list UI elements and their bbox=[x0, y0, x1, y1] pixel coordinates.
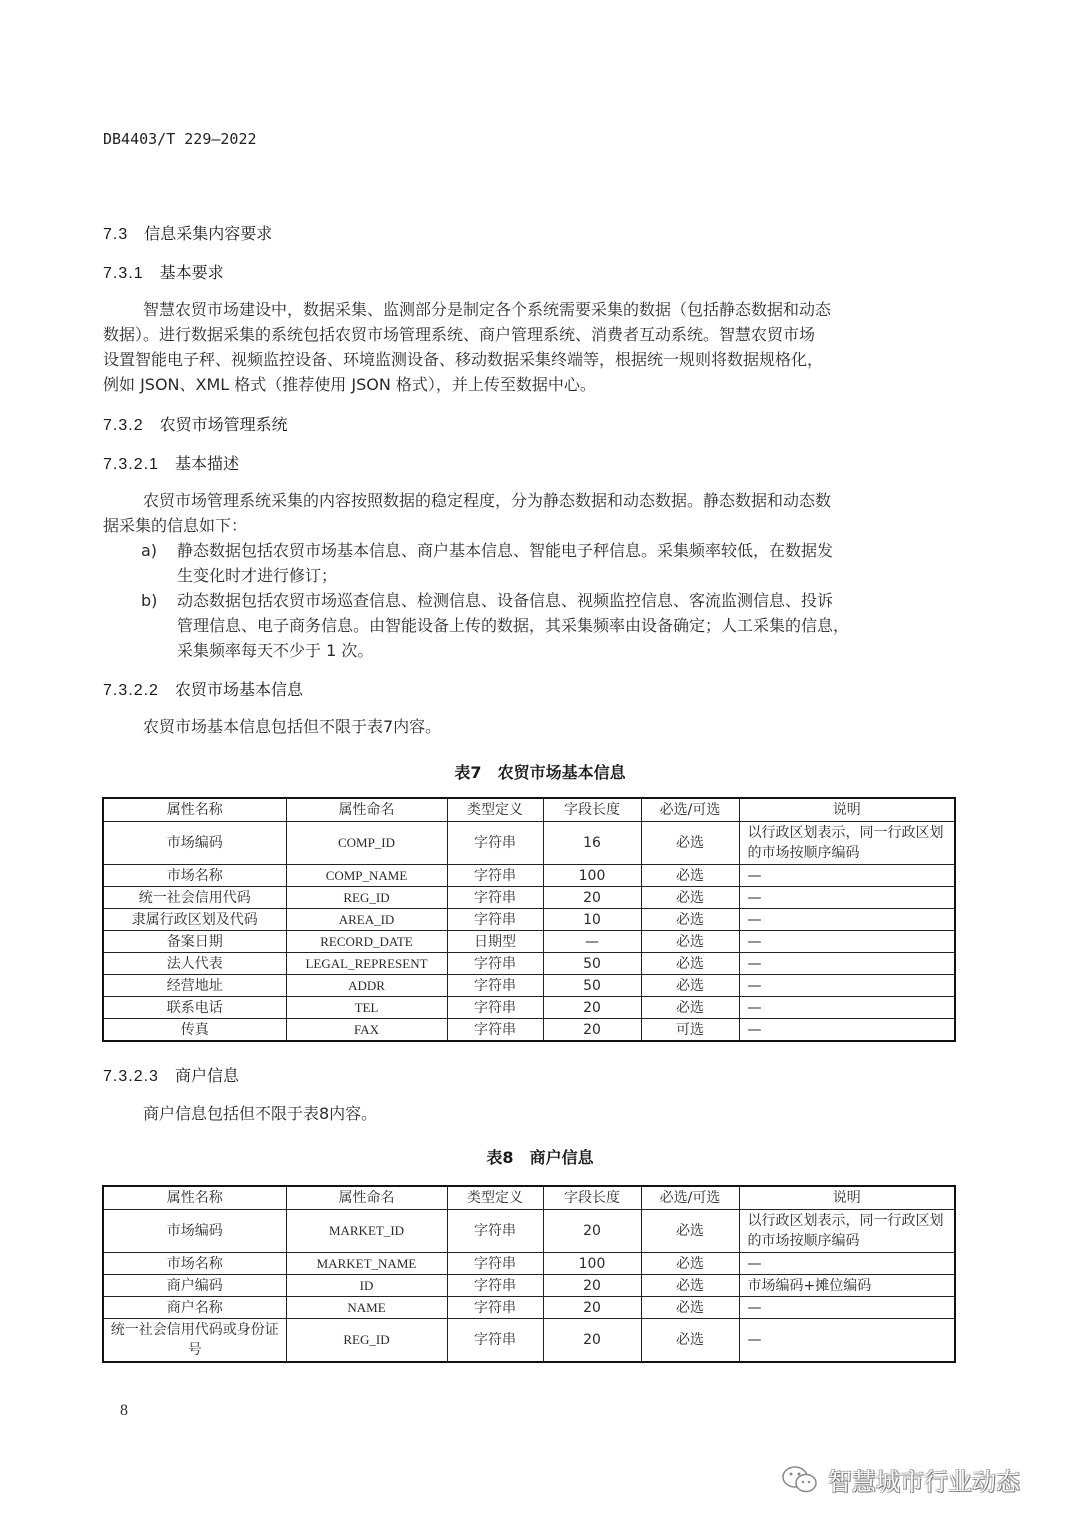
table-cell: 字符串 bbox=[447, 1019, 543, 1042]
table-cell: 商户编码 bbox=[103, 1275, 286, 1297]
paragraph-line: 数据）。进行数据采集的系统包括农贸市场管理系统、商户管理系统、消费者互动系统。智慧农贸市场 bbox=[103, 325, 816, 344]
heading-title: 农贸市场基本信息 bbox=[174, 680, 303, 699]
table-cell: 10 bbox=[543, 909, 641, 931]
table-cell: 50 bbox=[543, 975, 641, 997]
heading-title: 基本要求 bbox=[159, 263, 224, 282]
table-cell: 隶属行政区划及代码 bbox=[103, 909, 286, 931]
table-row bbox=[103, 1297, 955, 1319]
table-cell: 必选 bbox=[641, 865, 739, 887]
table-cell: 必选 bbox=[641, 909, 739, 931]
table-cell: 必选 bbox=[641, 997, 739, 1019]
table-cell: 市场名称 bbox=[103, 865, 286, 887]
table-cell: 经营地址 bbox=[103, 975, 286, 997]
table-cell: 必选 bbox=[641, 953, 739, 975]
list-line: 生变化时才进行修订； bbox=[177, 566, 338, 585]
paragraph-line: 智慧农贸市场建设中，数据采集、监测部分是制定各个系统需要采集的数据（包括静态数据和动态 bbox=[143, 300, 832, 319]
table-cell: 字符串 bbox=[447, 1275, 543, 1297]
heading-7-3-2-3 bbox=[103, 1063, 239, 1086]
table-cell: MARKET_ID bbox=[286, 1210, 447, 1253]
table-cell: — bbox=[739, 1019, 955, 1042]
list-line: 管理信息、电子商务信息。由智能设备上传的数据，其采集频率由设备确定；人工采集的信息， bbox=[177, 616, 850, 635]
table-cell: 必选 bbox=[641, 1319, 739, 1363]
table-row bbox=[103, 1210, 955, 1253]
table-cell: 字符串 bbox=[447, 887, 543, 909]
table-cell: 字符串 bbox=[447, 997, 543, 1019]
table-cell: — bbox=[739, 953, 955, 975]
table-cell: 字符串 bbox=[447, 865, 543, 887]
column-header: 属性名称 bbox=[103, 1186, 286, 1210]
table-row bbox=[103, 997, 955, 1019]
paragraph-line: 商户信息包括但不限于表8内容。 bbox=[143, 1104, 378, 1123]
table7-caption bbox=[0, 760, 1080, 783]
data-type-list bbox=[103, 538, 953, 663]
table-row bbox=[103, 1319, 955, 1363]
list-item-a bbox=[103, 538, 953, 588]
table-cell: 以行政区划表示，同一行政区划的市场按顺序编码 bbox=[739, 822, 955, 865]
table-cell: — bbox=[739, 997, 955, 1019]
table-cell: COMP_ID bbox=[286, 822, 447, 865]
paragraph-line: 农贸市场管理系统采集的内容按照数据的稳定程度，分为静态数据和动态数据。静态数据和动态数 bbox=[143, 491, 832, 510]
table-row bbox=[103, 887, 955, 909]
paragraph-line: 例如 JSON、XML 格式（推荐使用 JSON 格式），并上传至数据中心。 bbox=[103, 375, 596, 394]
table-cell: 100 bbox=[543, 1253, 641, 1275]
table-cell: 市场编码 bbox=[103, 1210, 286, 1253]
table-row bbox=[103, 865, 955, 887]
paragraph-7-3-2-1 bbox=[103, 488, 953, 538]
table-cell: 20 bbox=[543, 997, 641, 1019]
table-cell: 字符串 bbox=[447, 909, 543, 931]
list-line: 采集频率每天不少于 1 次。 bbox=[177, 641, 374, 660]
table8-caption bbox=[0, 1145, 1080, 1168]
column-header: 必选/可选 bbox=[641, 1186, 739, 1210]
table-cell: 必选 bbox=[641, 1210, 739, 1253]
table-cell: 字符串 bbox=[447, 1319, 543, 1363]
paragraph-line: 据采集的信息如下： bbox=[103, 516, 248, 535]
table-cell: 市场编码+摊位编码 bbox=[739, 1275, 955, 1297]
table-cell: MARKET_NAME bbox=[286, 1253, 447, 1275]
table-cell: 必选 bbox=[641, 1253, 739, 1275]
caption-number: 表7 bbox=[454, 763, 482, 782]
table7-market-basic-info bbox=[102, 797, 956, 1042]
table-cell: 必选 bbox=[641, 975, 739, 997]
table-cell: 必选 bbox=[641, 931, 739, 953]
table-cell: REG_ID bbox=[286, 887, 447, 909]
page-number: 8 bbox=[120, 1402, 128, 1419]
paragraph-7-3-1 bbox=[103, 297, 953, 397]
table-cell: — bbox=[543, 931, 641, 953]
list-line: 静态数据包括农贸市场基本信息、商户基本信息、智能电子秤信息。采集频率较低，在数据发 bbox=[177, 541, 834, 560]
heading-title: 基本描述 bbox=[174, 454, 239, 473]
heading-number: 7.3.2 bbox=[103, 417, 144, 434]
table-cell: 可选 bbox=[641, 1019, 739, 1042]
column-header: 说明 bbox=[739, 1186, 955, 1210]
heading-7-3 bbox=[103, 221, 272, 244]
paragraph-line: 设置智能电子秤、视频监控设备、环境监测设备、移动数据采集终端等，根据统一规则将数据规格化， bbox=[103, 350, 824, 369]
caption-title: 商户信息 bbox=[529, 1148, 594, 1167]
table-cell: 必选 bbox=[641, 1275, 739, 1297]
table-cell: — bbox=[739, 1253, 955, 1275]
heading-title: 商户信息 bbox=[174, 1066, 239, 1085]
heading-7-3-2-1 bbox=[103, 451, 239, 474]
list-item-b bbox=[103, 588, 953, 663]
table-row bbox=[103, 1275, 955, 1297]
watermark-text: 智慧城市行业动态 bbox=[828, 1468, 1020, 1496]
table-cell: RECORD_DATE bbox=[286, 931, 447, 953]
table-cell: 20 bbox=[543, 1275, 641, 1297]
table-cell: 字符串 bbox=[447, 975, 543, 997]
table-cell: TEL bbox=[286, 997, 447, 1019]
table-cell: ID bbox=[286, 1275, 447, 1297]
watermark bbox=[780, 1462, 1020, 1497]
table-row bbox=[103, 822, 955, 865]
column-header: 属性命名 bbox=[286, 1186, 447, 1210]
table-row bbox=[103, 953, 955, 975]
table-cell: AREA_ID bbox=[286, 909, 447, 931]
heading-number: 7.3.1 bbox=[103, 265, 144, 282]
heading-title: 农贸市场管理系统 bbox=[159, 415, 288, 434]
table-cell: ADDR bbox=[286, 975, 447, 997]
table-row bbox=[103, 909, 955, 931]
table-cell: COMP_NAME bbox=[286, 865, 447, 887]
column-header: 属性命名 bbox=[286, 798, 447, 822]
column-header: 说明 bbox=[739, 798, 955, 822]
table-row bbox=[103, 931, 955, 953]
table-cell: 20 bbox=[543, 1297, 641, 1319]
table-header-row bbox=[103, 1186, 955, 1210]
table-header-row bbox=[103, 798, 955, 822]
heading-7-3-2 bbox=[103, 412, 288, 435]
table-cell: 传真 bbox=[103, 1019, 286, 1042]
table-cell: 字符串 bbox=[447, 953, 543, 975]
table-cell: 20 bbox=[543, 887, 641, 909]
table-cell: 100 bbox=[543, 865, 641, 887]
table-cell: — bbox=[739, 931, 955, 953]
list-line: 动态数据包括农贸市场巡查信息、检测信息、设备信息、视频监控信息、客流监测信息、投诉 bbox=[177, 591, 834, 610]
table-row bbox=[103, 975, 955, 997]
table-cell: 必选 bbox=[641, 822, 739, 865]
heading-number: 7.3.2.2 bbox=[103, 682, 159, 699]
column-header: 类型定义 bbox=[447, 1186, 543, 1210]
table-cell: 联系电话 bbox=[103, 997, 286, 1019]
table-cell: — bbox=[739, 887, 955, 909]
table-cell: 字符串 bbox=[447, 1210, 543, 1253]
table-cell: 法人代表 bbox=[103, 953, 286, 975]
table-row bbox=[103, 1253, 955, 1275]
column-header: 类型定义 bbox=[447, 798, 543, 822]
table-cell: — bbox=[739, 865, 955, 887]
heading-title: 信息采集内容要求 bbox=[144, 224, 273, 243]
table-cell: 统一社会信用代码 bbox=[103, 887, 286, 909]
paragraph-7-3-2-2 bbox=[103, 714, 953, 739]
table-cell: 必选 bbox=[641, 1297, 739, 1319]
table-cell: 20 bbox=[543, 1210, 641, 1253]
table-row bbox=[103, 1019, 955, 1042]
list-marker: a) bbox=[141, 541, 158, 560]
table-cell: 50 bbox=[543, 953, 641, 975]
table-cell: 备案日期 bbox=[103, 931, 286, 953]
heading-number: 7.3.2.1 bbox=[103, 456, 159, 473]
paragraph-7-3-2-3 bbox=[103, 1101, 953, 1126]
table-cell: 商户名称 bbox=[103, 1297, 286, 1319]
table-cell: 统一社会信用代码或身份证号 bbox=[103, 1319, 286, 1363]
column-header: 字段长度 bbox=[543, 798, 641, 822]
caption-title: 农贸市场基本信息 bbox=[497, 763, 626, 782]
column-header: 属性名称 bbox=[103, 798, 286, 822]
table-cell: — bbox=[739, 909, 955, 931]
table-cell: 20 bbox=[543, 1019, 641, 1042]
table-cell: NAME bbox=[286, 1297, 447, 1319]
caption-number: 表8 bbox=[486, 1148, 514, 1167]
column-header: 字段长度 bbox=[543, 1186, 641, 1210]
table-cell: 必选 bbox=[641, 887, 739, 909]
table-cell: 20 bbox=[543, 1319, 641, 1363]
table8-merchant-info bbox=[102, 1185, 956, 1363]
table-cell: 字符串 bbox=[447, 822, 543, 865]
table-cell: 16 bbox=[543, 822, 641, 865]
document-code: DB4403/T 229—2022 bbox=[103, 130, 257, 148]
column-header: 必选/可选 bbox=[641, 798, 739, 822]
table-cell: 日期型 bbox=[447, 931, 543, 953]
table-cell: REG_ID bbox=[286, 1319, 447, 1363]
table-cell: 以行政区划表示，同一行政区划的市场按顺序编码 bbox=[739, 1210, 955, 1253]
list-marker: b) bbox=[141, 591, 158, 610]
table-cell: 市场名称 bbox=[103, 1253, 286, 1275]
table-cell: FAX bbox=[286, 1019, 447, 1042]
table-cell: 市场编码 bbox=[103, 822, 286, 865]
table-cell: 字符串 bbox=[447, 1297, 543, 1319]
heading-7-3-1 bbox=[103, 260, 224, 283]
table-cell: — bbox=[739, 975, 955, 997]
heading-number: 7.3.2.3 bbox=[103, 1068, 159, 1085]
paragraph-line: 农贸市场基本信息包括但不限于表7内容。 bbox=[143, 717, 442, 736]
wechat-icon bbox=[780, 1464, 820, 1496]
table-cell: LEGAL_REPRESENT bbox=[286, 953, 447, 975]
heading-7-3-2-2 bbox=[103, 677, 303, 700]
table-cell: 字符串 bbox=[447, 1253, 543, 1275]
table-cell: — bbox=[739, 1297, 955, 1319]
heading-number: 7.3 bbox=[103, 226, 129, 243]
table-cell: — bbox=[739, 1319, 955, 1363]
